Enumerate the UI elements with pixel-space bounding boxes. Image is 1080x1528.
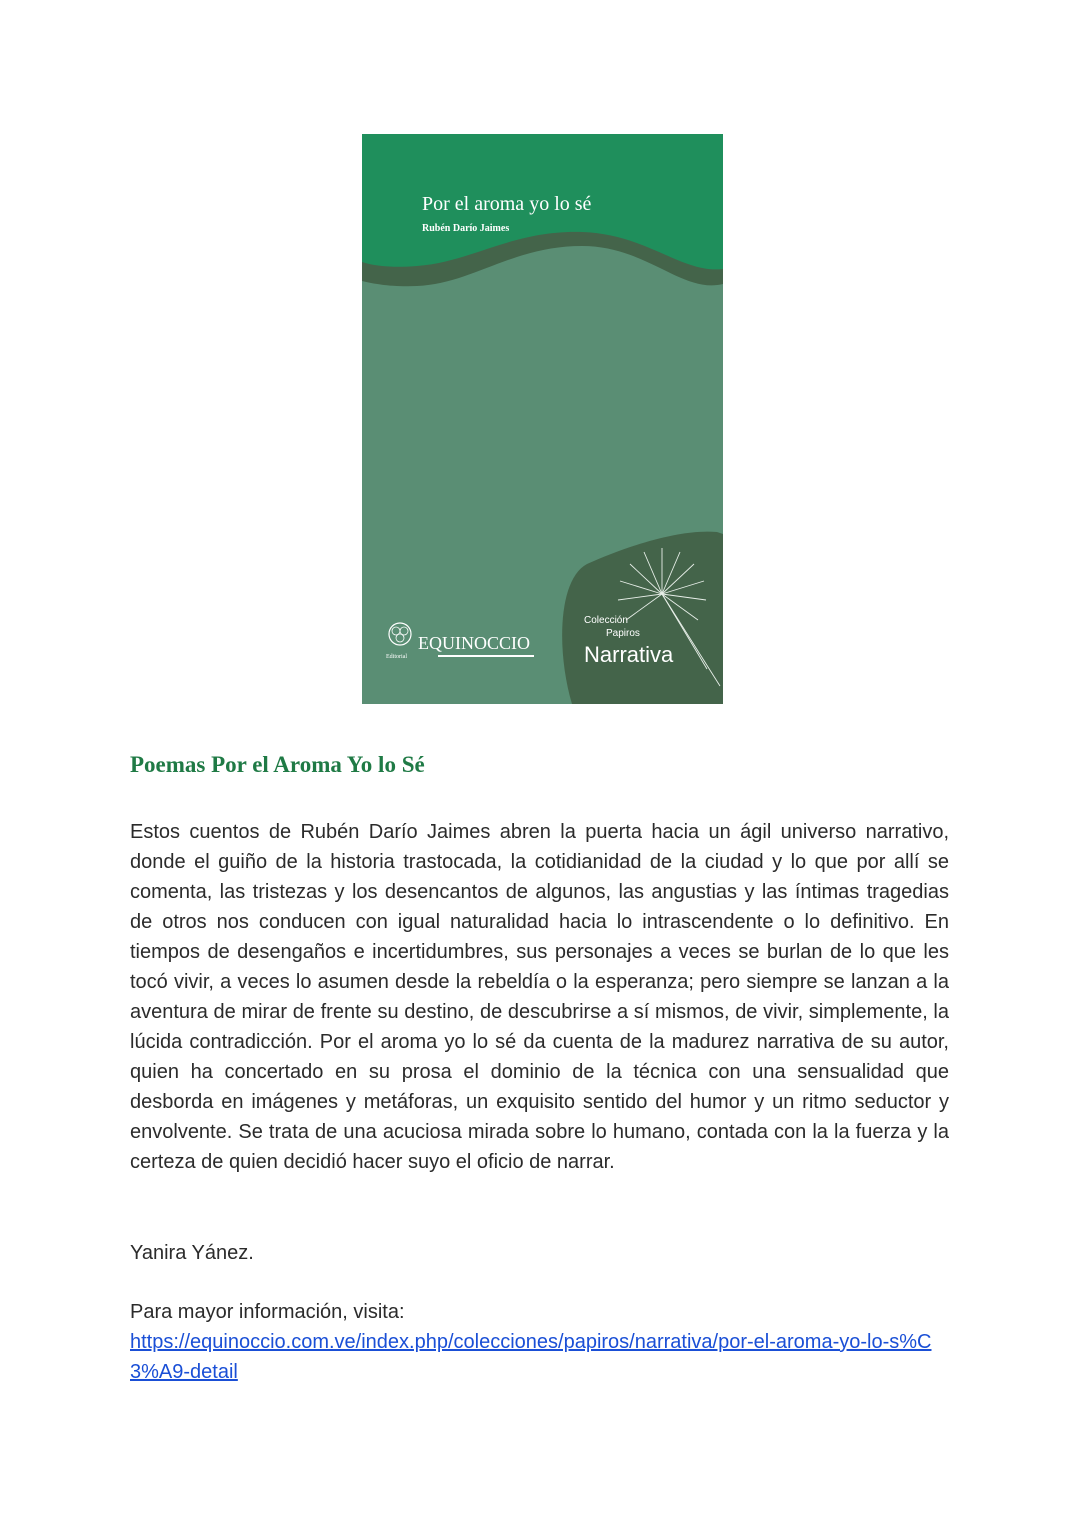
more-info-link[interactable]: https://equinoccio.com.ve/index.php/colecciones/papiros/narrativa/por-el-aroma-yo-lo-s%C3%A9-detail: [130, 1331, 932, 1383]
book-cover-image: [362, 134, 723, 704]
collection-label-line1: Colección: [584, 615, 628, 626]
article-heading: Poemas Por el Aroma Yo lo Sé: [130, 752, 425, 777]
more-info-label: Para mayor información, visita:: [130, 1301, 405, 1323]
collection-label-line2: Papiros: [606, 628, 640, 639]
article-signature: Yanira Yánez.: [130, 1242, 254, 1264]
collection-name: Narrativa: [584, 642, 674, 667]
publisher-prefix: Editorial: [386, 654, 407, 660]
publisher-name: EQUINOCCIO: [418, 633, 530, 653]
cover-author: Rubén Darío Jaimes: [422, 223, 510, 234]
cover-title: Por el aroma yo lo sé: [422, 193, 592, 215]
more-info-block: [130, 1297, 949, 1387]
article-body: Estos cuentos de Rubén Darío Jaimes abren la puerta hacia un ágil universo narrativo, donde el guiño de la historia trastocada, la cotidianidad de la ciudad y lo que por allí se comenta, las tristezas y los desencantos de algunos, las angustias y las íntimas tragedias de otros nos conducen con igual naturalidad hacia lo intrascendente o lo definitivo. En tiempos de desengaños e incertidumbres, sus personajes a veces se burlan de lo que les tocó vivir, a veces lo asumen desde la rebeldía o la esperanza; pero siempre se lanzan a la aventura de mirar de frente su destino, de descubrirse a sí mismos, de vivir, simplemente, la lúcida contradicción. Por el aroma yo lo sé da cuenta de la madurez narrativa de su autor, quien ha concertado en su prosa el dominio de la técnica con una sensualidad que desborda en imágenes y metáforas, un exquisito sentido del humor y un ritmo seductor y envolvente. Se trata de una acuciosa mirada sobre lo humano, contada con la la fuerza y la certeza de quien decidió hacer suyo el oficio de narrar.: [130, 821, 949, 1173]
